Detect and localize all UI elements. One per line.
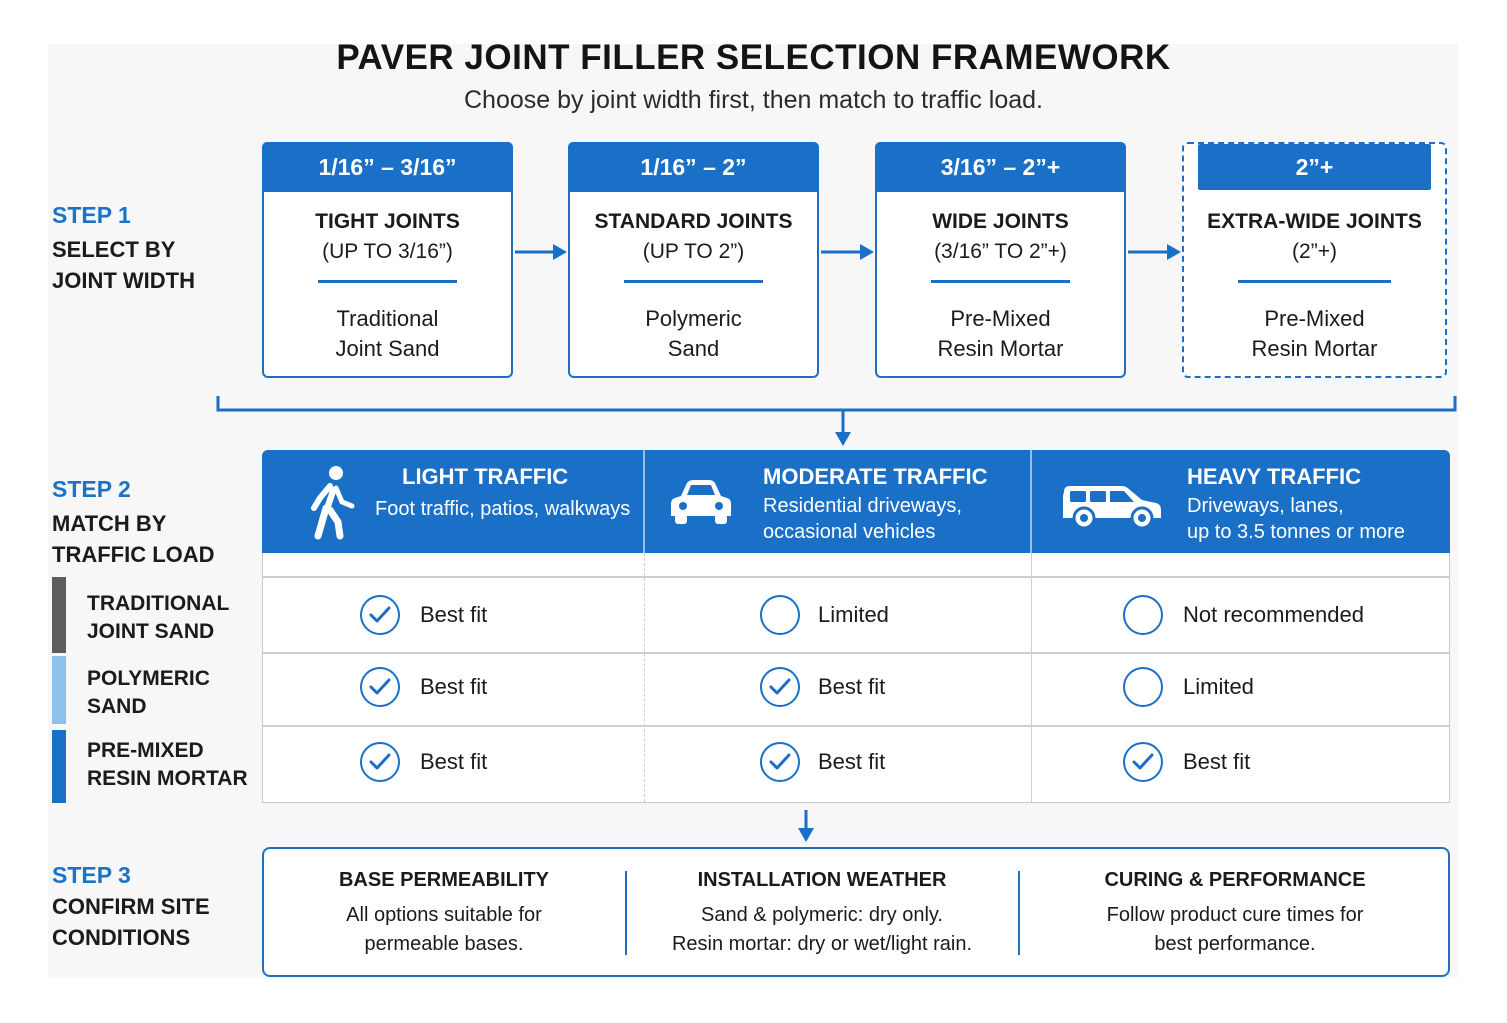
row-divider bbox=[263, 725, 1449, 727]
walking-person-icon bbox=[308, 464, 356, 540]
traffic-moderate-description-line1: Residential driveways, bbox=[763, 495, 962, 517]
traffic-heavy bbox=[1032, 450, 1450, 553]
condition-text-line2: Resin mortar: dry or wet/light rain. bbox=[671, 933, 973, 955]
step3-label bbox=[52, 891, 210, 953]
empty-circle-icon bbox=[1123, 595, 1163, 635]
check-circle-icon bbox=[360, 742, 400, 782]
rating-cell bbox=[1123, 595, 1364, 635]
row-label-polymeric-sand bbox=[52, 656, 262, 724]
page-subtitle: Choose by joint width first, then match to traffic load. bbox=[464, 86, 1043, 114]
arrow-right-icon bbox=[821, 244, 874, 260]
joint-card-range: 1/16” – 3/16” bbox=[262, 142, 513, 192]
rating-cell bbox=[360, 742, 487, 782]
traffic-moderate bbox=[645, 450, 1031, 553]
row-label-resin-mortar bbox=[52, 730, 262, 803]
rating-text: Best fit bbox=[818, 749, 886, 774]
joint-card-name: STANDARD JOINTS bbox=[594, 210, 793, 233]
condition-text bbox=[1020, 901, 1450, 959]
car-icon bbox=[669, 478, 733, 526]
row-divider bbox=[263, 652, 1449, 654]
traffic-moderate-description-line2: occasional vehicles bbox=[763, 521, 936, 543]
check-circle-icon bbox=[360, 595, 400, 635]
traffic-heavy-title: HEAVY TRAFFIC bbox=[1187, 464, 1361, 489]
traffic-light-title: LIGHT TRAFFIC bbox=[402, 464, 569, 489]
joint-card-product-line2: Joint Sand bbox=[335, 336, 440, 361]
row-label-traditional-sand bbox=[52, 577, 262, 653]
traffic-light-description-line1: Foot traffic, patios, walkways bbox=[375, 498, 631, 520]
joint-card-product-line1: Polymeric bbox=[645, 306, 742, 331]
joint-card-product-line1: Pre-Mixed bbox=[950, 306, 1051, 331]
joint-card-product-line2: Resin Mortar bbox=[937, 336, 1064, 361]
joint-card-detail: (2”+) bbox=[1292, 240, 1337, 263]
traffic-light bbox=[262, 450, 644, 553]
condition-text-line2: best performance. bbox=[1154, 933, 1316, 955]
row-label-line2: JOINT SAND bbox=[87, 620, 215, 643]
step1-label-line1: SELECT BY bbox=[52, 237, 176, 262]
step3-label-line1: CONFIRM SITE bbox=[52, 894, 210, 919]
joint-card-product-line1: Traditional bbox=[336, 306, 439, 331]
joint-card-product-line2: Resin Mortar bbox=[1251, 336, 1378, 361]
rating-cell bbox=[360, 667, 487, 707]
traffic-heavy-description-line2: up to 3.5 tonnes or more bbox=[1187, 521, 1405, 543]
row-color-bar bbox=[52, 656, 66, 724]
column-divider bbox=[1031, 553, 1032, 802]
condition-installation-weather bbox=[627, 849, 1017, 975]
site-conditions-box bbox=[262, 847, 1450, 977]
arrow-right-icon bbox=[515, 244, 567, 260]
row-label-line1: TRADITIONAL bbox=[87, 592, 230, 615]
row-color-bar bbox=[52, 730, 66, 803]
row-label-text bbox=[87, 590, 229, 646]
arrow-right-icon bbox=[1128, 244, 1181, 260]
condition-curing-performance bbox=[1020, 849, 1450, 975]
traffic-heavy-description-line1: Driveways, lanes, bbox=[1187, 495, 1344, 517]
rating-cell bbox=[760, 667, 885, 707]
rating-text: Not recommended bbox=[1183, 602, 1364, 627]
joint-card-name: TIGHT JOINTS bbox=[315, 210, 460, 233]
traffic-moderate-title: MODERATE TRAFFIC bbox=[763, 464, 988, 489]
joint-card-product-line2: Sand bbox=[667, 336, 720, 361]
joint-card-detail: (3/16” TO 2”+) bbox=[934, 240, 1067, 263]
step3-label-line2: CONDITIONS bbox=[52, 925, 191, 950]
condition-text-line1: Sand & polymeric: dry only. bbox=[701, 904, 943, 926]
rating-text: Best fit bbox=[1183, 749, 1251, 774]
joint-card-detail: (UP TO 3/16”) bbox=[322, 240, 453, 263]
step3-number: STEP 3 bbox=[52, 862, 131, 888]
row-color-bar bbox=[52, 577, 66, 653]
row-label-line1: POLYMERIC bbox=[87, 667, 210, 690]
joint-card-range: 1/16” – 2” bbox=[568, 142, 819, 192]
rating-cell bbox=[1123, 742, 1250, 782]
step2-number: STEP 2 bbox=[52, 476, 131, 502]
check-circle-icon bbox=[760, 667, 800, 707]
row-label-text bbox=[87, 737, 248, 793]
row-label-line2: SAND bbox=[87, 695, 147, 718]
check-circle-icon bbox=[1123, 742, 1163, 782]
traffic-heavy-description bbox=[1187, 493, 1405, 545]
rating-text: Best fit bbox=[420, 674, 488, 699]
traffic-light-description bbox=[375, 496, 630, 522]
step1-label-line2: JOINT WIDTH bbox=[52, 268, 195, 293]
arrow-down-icon bbox=[798, 810, 814, 842]
row-label-line2: RESIN MORTAR bbox=[87, 767, 248, 790]
check-circle-icon bbox=[760, 742, 800, 782]
condition-text-line1: Follow product cure times for bbox=[1106, 904, 1364, 926]
joint-card-detail: (UP TO 2”) bbox=[642, 240, 745, 263]
step2-label-line1: MATCH BY bbox=[52, 511, 167, 536]
rating-text: Best fit bbox=[420, 749, 488, 774]
condition-title: INSTALLATION WEATHER bbox=[697, 869, 947, 891]
condition-title: CURING & PERFORMANCE bbox=[1104, 869, 1366, 891]
condition-text bbox=[264, 901, 624, 959]
rating-cell bbox=[760, 742, 885, 782]
row-label-line1: PRE-MIXED bbox=[87, 739, 204, 762]
step1-number: STEP 1 bbox=[52, 202, 131, 228]
arrow-down-icon bbox=[835, 410, 851, 446]
joint-card-product-line1: Pre-Mixed bbox=[1264, 306, 1365, 331]
rating-text: Best fit bbox=[818, 674, 886, 699]
joint-card-name: EXTRA-WIDE JOINTS bbox=[1207, 210, 1422, 233]
rating-text: Best fit bbox=[420, 602, 488, 627]
condition-base-permeability bbox=[264, 849, 624, 975]
column-divider bbox=[644, 553, 645, 802]
step2-label-line2: TRAFFIC LOAD bbox=[52, 542, 215, 567]
step2-label bbox=[52, 508, 215, 570]
row-divider bbox=[263, 576, 1449, 578]
condition-text bbox=[627, 901, 1017, 959]
rating-text: Limited bbox=[818, 602, 889, 627]
empty-circle-icon bbox=[760, 595, 800, 635]
check-circle-icon bbox=[360, 667, 400, 707]
joint-card-range: 3/16” – 2”+ bbox=[875, 142, 1126, 192]
suv-icon bbox=[1060, 478, 1164, 530]
bracket-connector bbox=[218, 396, 1455, 410]
condition-text-line1: All options suitable for bbox=[346, 904, 542, 926]
traffic-moderate-description bbox=[763, 493, 962, 545]
row-label-text bbox=[87, 665, 210, 721]
joint-card-range: 2”+ bbox=[1198, 144, 1431, 190]
empty-circle-icon bbox=[1123, 667, 1163, 707]
rating-cell bbox=[360, 595, 487, 635]
condition-text-line2: permeable bases. bbox=[364, 933, 524, 955]
rating-cell bbox=[1123, 667, 1254, 707]
rating-text: Limited bbox=[1183, 674, 1254, 699]
traffic-header bbox=[262, 450, 1450, 553]
rating-cell bbox=[760, 595, 889, 635]
condition-title: BASE PERMEABILITY bbox=[338, 869, 550, 891]
page-title: PAVER JOINT FILLER SELECTION FRAMEWORK bbox=[336, 38, 1171, 77]
joint-card-name: WIDE JOINTS bbox=[932, 210, 1069, 233]
